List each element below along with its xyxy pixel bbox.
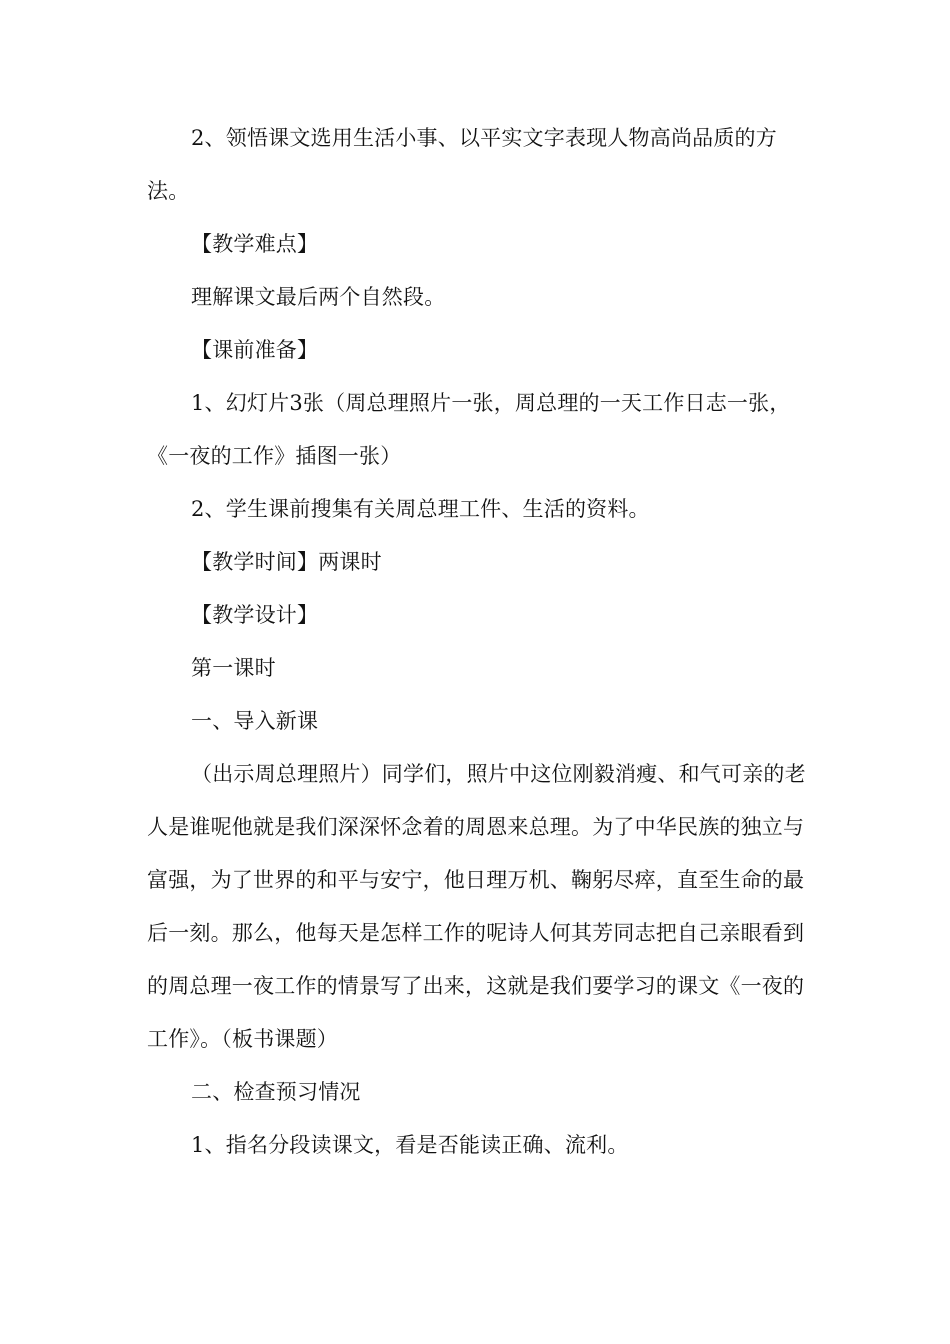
heading-preparation: 【课前准备】 (191, 338, 319, 362)
heading-section-1: 一、导入新课 (191, 709, 319, 733)
heading-first-lesson: 第一课时 (191, 656, 276, 680)
heading-section-2: 二、检查预习情况 (191, 1080, 361, 1104)
heading-teaching-time: 【教学时间】两课时 (191, 550, 382, 574)
paragraph-difficulty: 理解课文最后两个自然段。 (191, 285, 446, 309)
heading-teaching-difficulty: 【教学难点】 (191, 232, 319, 256)
paragraph-preparation-1: 1、幻灯片3张（周总理照片一张，周总理的一天工作日志一张，《一夜的工作》插图一张） (147, 391, 791, 468)
paragraph-objective-2: 2、领悟课文选用生活小事、以平实文字表现人物高尚品质的方法。 (147, 126, 777, 203)
paragraph-check-1: 1、指名分段读课文，看是否能读正确、流利。 (191, 1133, 629, 1157)
document-body (147, 112, 807, 1172)
paragraph-introduction: （出示周总理照片）同学们，照片中这位刚毅消瘦、和气可亲的老人是谁呢他就是我们深深怀念着的周恩来总理。为了中华民族的独立与富强，为了世界的和平与安宁，他日理万机、鞠躬尽瘁，直至生命的最后一刻。那么，他每天是怎样工作的呢诗人何其芳同志把自己亲眼看到的周总理一夜工作的情景写了出来，这就是我们要学习的课文《一夜的工作》。（板书课题） (147, 762, 806, 1051)
paragraph-preparation-2: 2、学生课前搜集有关周总理工件、生活的资料。 (191, 497, 650, 521)
heading-teaching-design: 【教学设计】 (191, 603, 319, 627)
